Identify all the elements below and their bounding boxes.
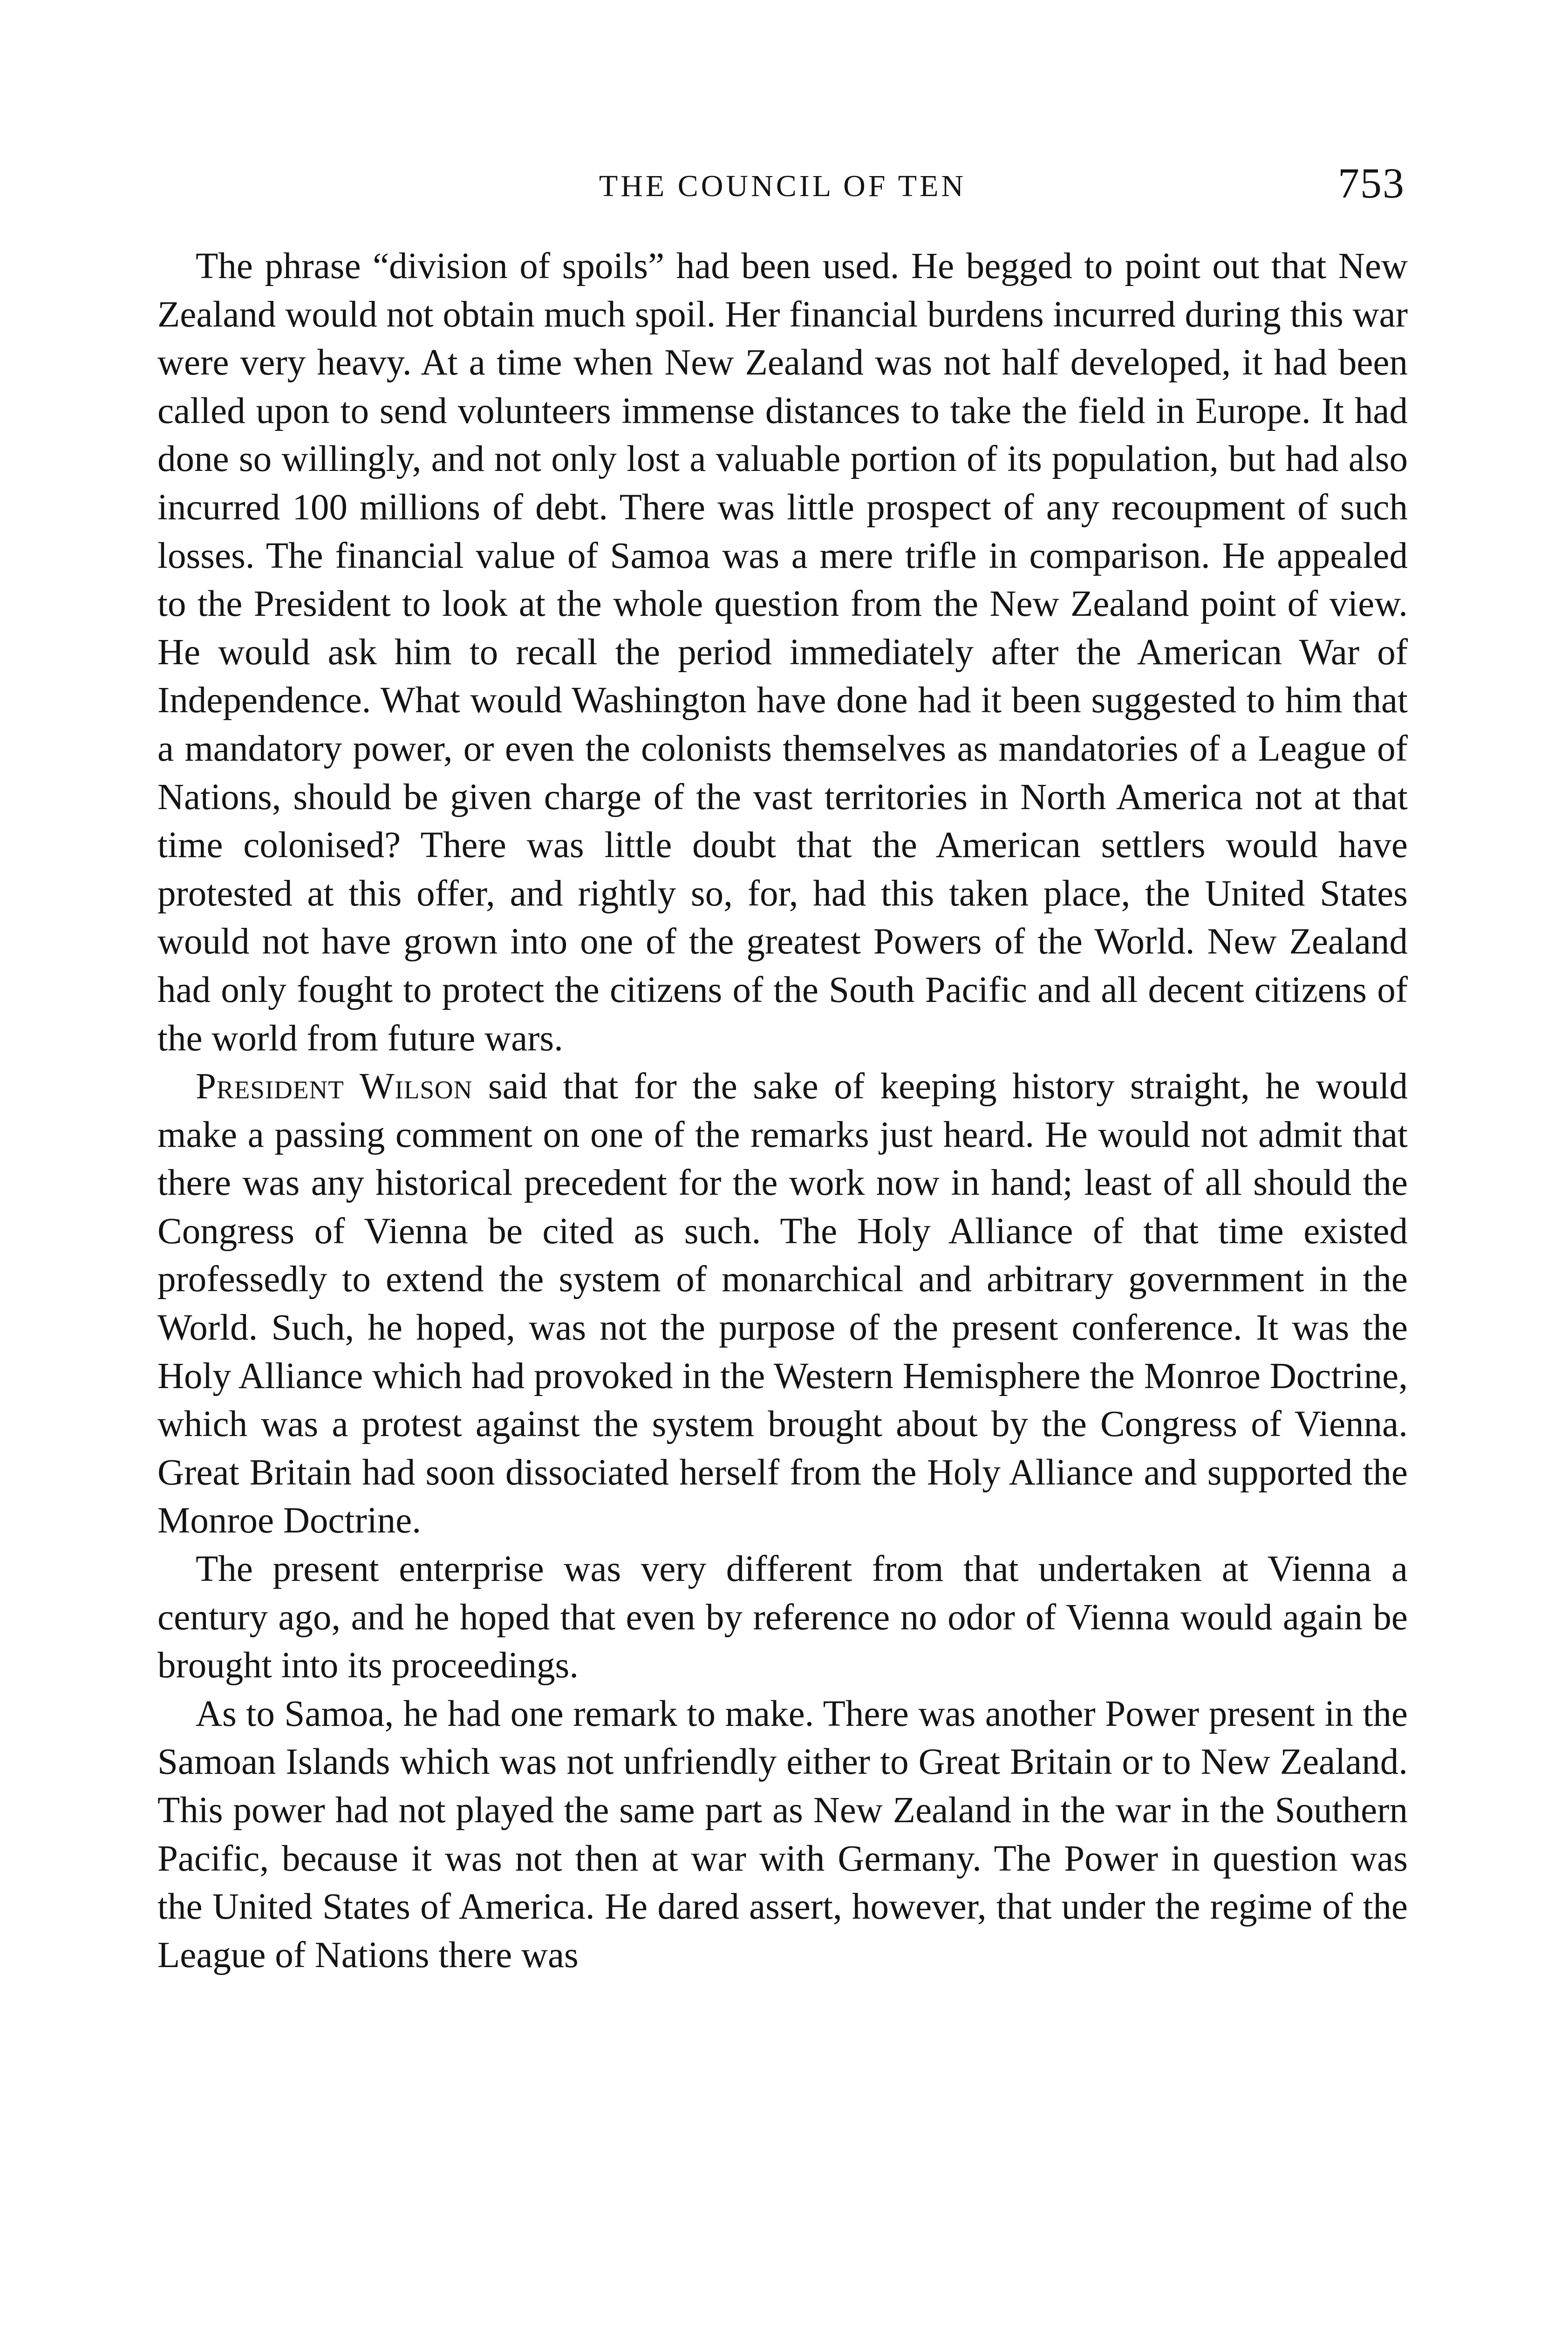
body-text	[157, 242, 1408, 1979]
running-header	[158, 158, 1407, 219]
paragraph-vienna: The present enterprise was very different from that undertaken at Vienna a century ago, and he hoped that even by reference no odor of Vienna would again be brought into its proceedings.	[157, 1549, 1408, 1686]
running-title: THE COUNCIL OF TEN	[599, 169, 967, 203]
speaker-name: President Wilson	[196, 1066, 473, 1107]
paragraph-samoa-remark: As to Samoa, he had one remark to make. There was another Power present in the Samoan Islands which was not unfriendly either to Great Britain or to New Zealand. This power had not played the same part as New Zealand in the war in the Southern Pacific, because it was not then at war with Germany. The Power in question was the United States of America. He dared assert, however, that under the regime of the League of Nations there was	[157, 1693, 1408, 1975]
paragraph-text: said that for the sake of keeping history straight, he would make a passing comment on one of the remarks just heard. He would not admit that there was any historical precedent for the work now in hand; least of all should the Congress of Vienna be cited as such. The Holy Alliance of that time existed professedly to extend the system of monarchical and arbitrary government in the World. Such, he hoped, was not the purpose of the present conference. It was the Holy Alliance which had provoked in the Western Hemisphere the Monroe Doctrine, which was a protest against the system brought about by the Congress of Vienna. Great Britain had soon dissociated herself from the Holy Alliance and supported the Monroe Doctrine.	[157, 1066, 1408, 1541]
paragraph-samoa-new-zealand: The phrase “division of spoils” had been used. He begged to point out that New Zealand would not obtain much spoil. Her financial burdens incurred during this war were very heavy. At a time when New Zealand was not half developed, it had been called upon to send volunteers immense distances to take the field in Europe. It had done so willingly, and not only lost a valuable portion of its population, but had also incurred 100 millions of debt. There was little prospect of any recoupment of such losses. The financial value of Samoa was a mere trifle in comparison. He appealed to the President to look at the whole question from the New Zealand point of view. He would ask him to recall the period immediately after the American War of Independence. What would Washington have done had it been suggested to him that a mandatory power, or even the colonists themselves as mandatories of a League of Nations, should be given charge of the vast territories in North America not at that time colonised? There was little doubt that the American settlers would have protested at this offer, and rightly so, for, had this taken place, the United States would not have grown into one of the greatest Powers of the World. New Zealand had only fought to protect the citizens of the South Pacific and all decent citizens of the world from future wars.	[157, 246, 1408, 1059]
page-number: 753	[1338, 159, 1405, 207]
paragraph-president-wilson	[157, 1062, 1408, 1545]
